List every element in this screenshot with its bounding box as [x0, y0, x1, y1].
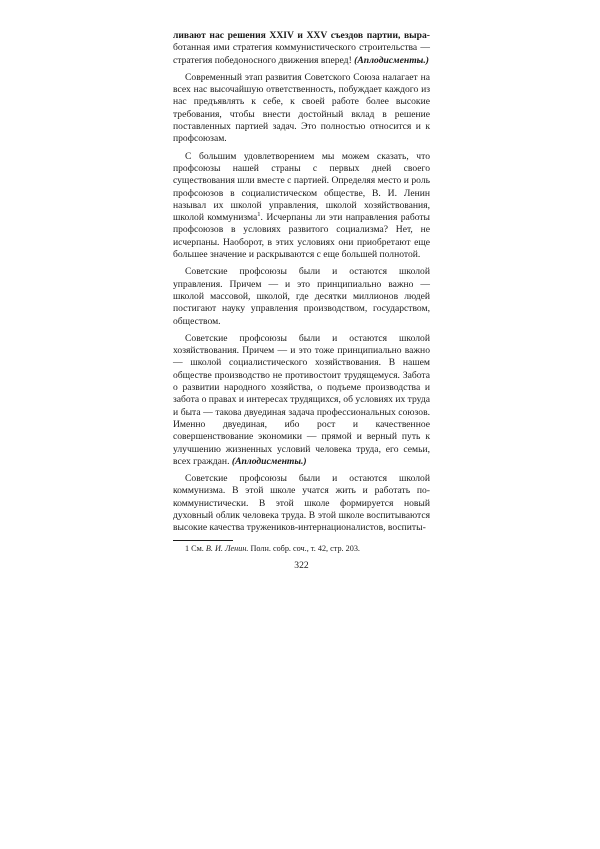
paragraph-2-text: Современный этап развития Советского Союза налагает на всех нас высочайшую ответственность, побуждает каждого из нас предъявлять к себе, к своей работе более высокие требования, чтобы внести достойный вклад в решение поставленных партией задач. Это полностью относится и к профсоюзам.	[173, 71, 430, 145]
paragraph-4-text: Советские профсоюзы были и остаются школой управления. Причем — и это принципиально важно — школой массовой, школой, где десятки миллионов людей постигают науку управления производством, государством, обществом.	[173, 266, 430, 327]
footnote	[173, 544, 430, 554]
paragraph-5	[173, 333, 430, 468]
paragraph-3	[173, 151, 430, 262]
footnote-divider	[173, 540, 233, 541]
paragraph-1	[173, 30, 430, 67]
paragraph-5-text: Советские профсоюзы были и остаются школой хозяйствования. Причем — и это тоже принципиально важно — школой социалистического хозяйствования. В нашем обществе производство не противостоит трудящемуся. Забота о развитии народного хозяйства, о подъеме производства и забота о правах и интересах трудящихся, об условиях их труда и быта — такова двуединая задача профессиональных союзов. Именно двуединая, ибо рост и качественное совершенствование экономики — прямой и верный путь к улучшению жизненных условий человека труда, его семьи, всех граждан.	[173, 332, 430, 467]
paragraph-3-text-before-ref: С большим удовлетворением мы можем сказать, что профсоюзы нашей страны с первых дней своего существования шли вместе с партией. Определяя место и роль профсоюзов в социалистическом обществе, В. И. Ленин называл их школой управления, школой хозяйствования, школой коммунизма	[173, 150, 430, 224]
page-number: 322	[294, 559, 309, 571]
paragraph-6	[173, 473, 430, 534]
footnote-reference[interactable]: 1	[257, 210, 261, 218]
applause-note: (Аплодисменты.)	[354, 54, 429, 66]
paragraph-6-text: Советские профсоюзы были и остаются школой коммунизма. В этой школе учатся жить и работать по-коммунистически. В этой школе формируется новый духовный облик человека труда. В этой школе воспитываются высокие качества тружеников-интернационалистов, воспиты-	[173, 473, 430, 534]
footnote-source: Полн. собр. соч., т. 42, стр. 203.	[250, 543, 360, 553]
applause-note: (Аплодисменты.)	[231, 455, 307, 467]
paragraph-2	[173, 72, 430, 146]
footnote-see: См.	[191, 543, 204, 553]
paragraph-1-lead: ливают нас решения XXIV и XXV съездов партии, выра-	[173, 30, 430, 41]
footnote-author: В. И. Ленин.	[205, 543, 249, 553]
paragraph-3-text-after-ref: . Исчерпаны ли эти направления работы профсоюзов в условиях развитого социализма? Нет, не исчерпаны. Наоборот, в этих условиях они приобретают еще большее значение и раскрываются с еще большей полнотой.	[173, 212, 431, 261]
paragraph-1-text: ботанная ими стратегия коммунистического строительства — стратегия победоносного движения вперед!	[173, 42, 430, 66]
book-page	[173, 30, 430, 572]
footnote-marker: 1	[185, 543, 190, 553]
paragraph-4	[173, 266, 430, 327]
